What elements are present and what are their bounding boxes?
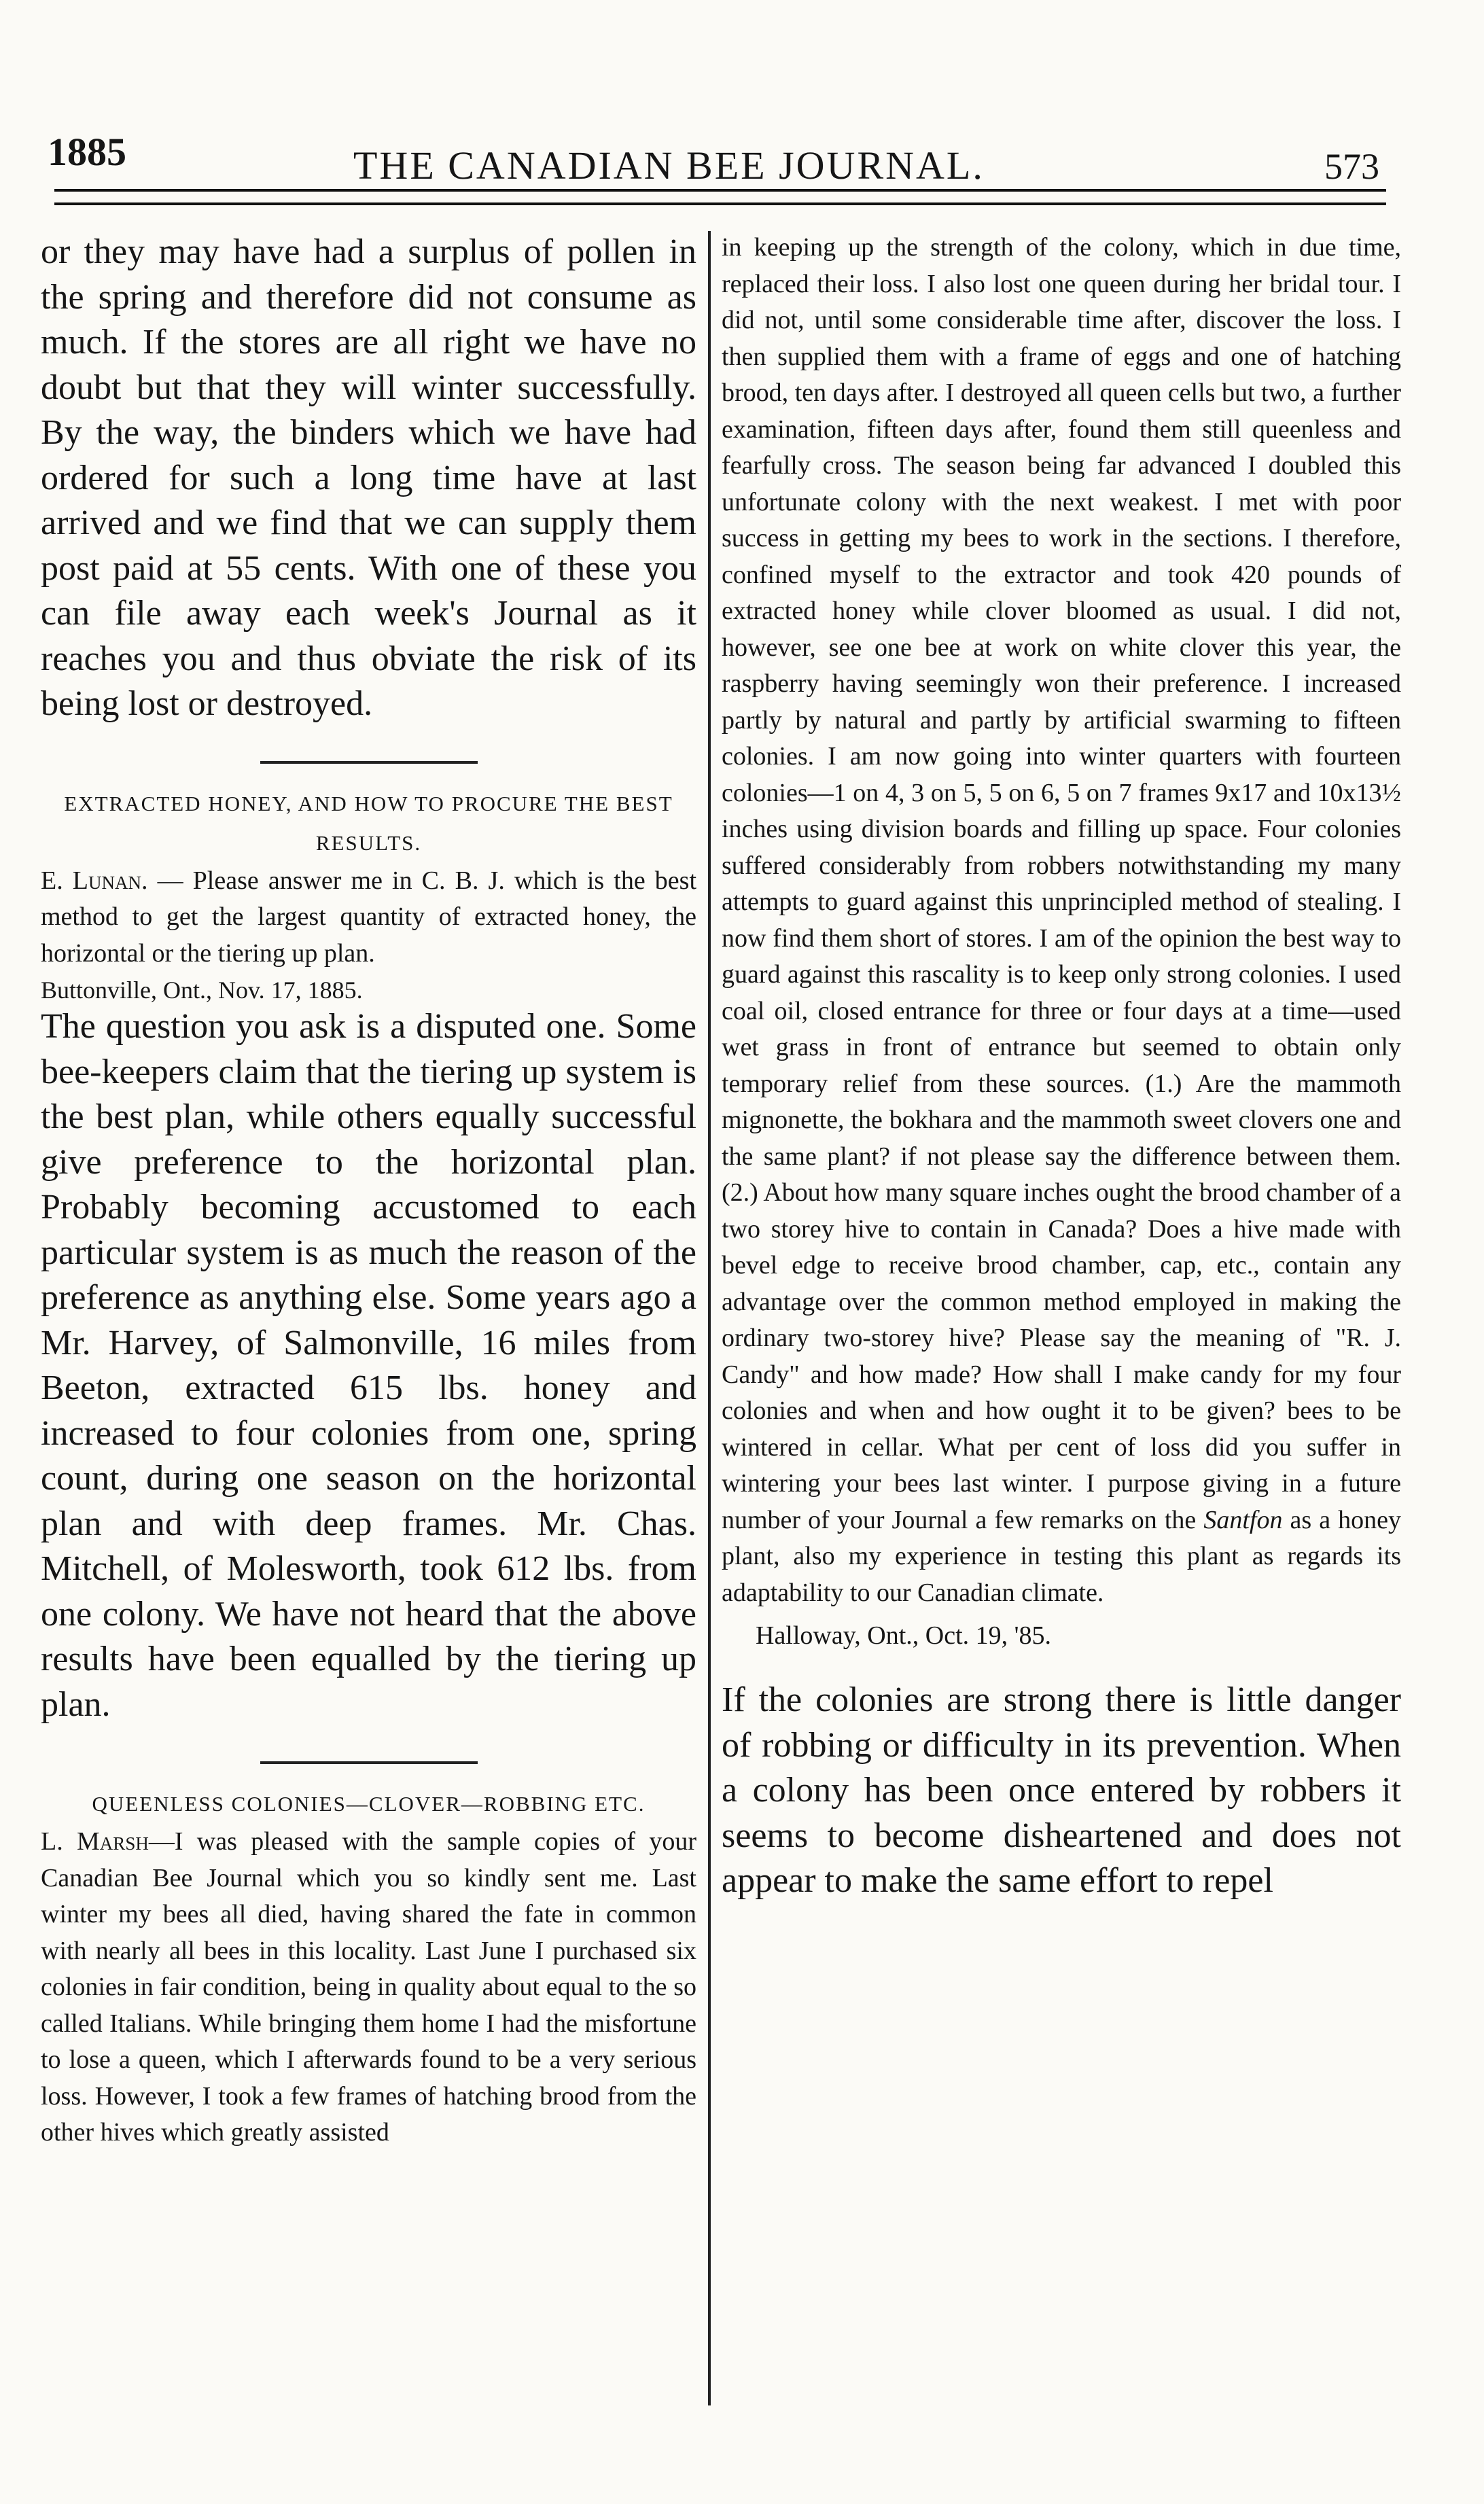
letter-continuation-end: as a honey plant, also my experience in testing this plant as regards its adaptability to our Canadian climate. <box>722 1505 1402 1607</box>
editor-answer: If the colonies are strong there is little danger of robbing or difficulty in its prevention. When a colony has been once entered by robbers it seems to become disheartened and does not appear to make the same effort to repel <box>722 1680 1401 1900</box>
letter-paragraph <box>41 1824 696 2151</box>
question-author: E. Lunan. <box>41 866 148 895</box>
answer-paragraph: The question you ask is a disputed one. Some bee-keepers claim that the tiering up system is the best plan, while others equally successful give preference to the horizontal plan. Probably becoming accustomed to each particular system is as much the reason of the preference as anything else. Some years ago a Mr. Harvey, of Salmonville, 16 miles from Beeton, extracted 615 lbs. honey and increased to four colonies from one, spring count, during one season on the horizontal plan and with deep frames. Mr. Chas. Mitchell, of Molesworth, took 612 lbs. from one colony. We have not heard that the above results have been equalled by the tiering up plan. <box>41 1007 696 1724</box>
letter-continuation <box>722 230 1401 1611</box>
question-paragraph <box>41 863 696 972</box>
column-divider <box>708 231 711 2405</box>
plant-name: Santfon <box>1203 1505 1283 1534</box>
left-column <box>41 230 696 2151</box>
page-year: 1885 <box>48 130 126 174</box>
section-divider <box>260 761 478 764</box>
journal-title: THE CANADIAN BEE JOURNAL. <box>353 143 985 188</box>
letter-author: L. Marsh <box>41 1827 149 1856</box>
header-rule-bottom <box>54 202 1386 205</box>
article-heading-extracted-honey: EXTRACTED HONEY, AND HOW TO PROCURE THE BEST RESULTS. <box>64 791 673 855</box>
question-text: — Please answer me in C. B. J. which is the best method to get the largest quantity of extracted honey, the horizontal or the tiering up plan. <box>41 866 696 968</box>
article-heading-queenless-colonies: QUEENLESS COLONIES—CLOVER—ROBBING ETC. <box>92 1792 646 1816</box>
letter-text: —I was pleased with the sample copies of your Canadian Bee Journal which you so kindly sent me. Last winter my bees all died, having shared the fate in common with nearly all bees in this locality. Last June I purchased six colonies in fair condition, being in quality about equal to the so called Italians. While bringing them home I had the misfortune to lose a queen, which I afterwards found to be a very serious loss. However, I took a few frames of hatching brood from the other hives which greatly assisted <box>41 1827 697 2147</box>
header-rule-top <box>54 189 1386 192</box>
page-header <box>48 116 1379 197</box>
intro-paragraph: or they may have had a surplus of pollen in the spring and therefore did not consume as much. If the stores are all right we have no doubt but that they will winter successfully. By the way, the binders which we have had ordered for such a long time have at last arrived and we find that we can supply them post paid at 55 cents. With one of these you can file away each week's Journal as it reaches you and thus obviate the risk of its being lost or destroyed. <box>41 232 696 723</box>
right-column <box>722 230 1401 1904</box>
letter-signature: Halloway, Ont., Oct. 19, '85. <box>756 1621 1051 1650</box>
section-divider <box>260 1761 478 1764</box>
question-dateline: Buttonville, Ont., Nov. 17, 1885. <box>41 976 363 1004</box>
page-number: 573 <box>1324 146 1379 187</box>
letter-continuation-text: in keeping up the strength of the colony, which in due time, replaced their loss. I also lost one queen during her bridal tour. I did not, until some considerable time after, discover the loss. I then supplied them with a frame of eggs and one of hatching brood, ten days after. I destroyed all queen cells but two, a further examination, fifteen days after, found them still queenless and fearfully cross. The season being far advanced I doubled this unfortunate colony with the next weakest. I met with poor success in getting my bees to work in the sections. I therefore, confined myself to the extractor and took 420 pounds of extracted honey while clover bloomed as usual. I did not, however, see one bee at work on white clover this year, the raspberry having seemingly won their preference. I increased partly by natural and partly by artificial swarming to fifteen colonies. I am now going into winter quarters with fourteen colonies—1 on 4, 3 on 5, 5 on 6, 5 on 7 frames 9x17 and 10x13½ inches using division boards and filling up space. Four colonies suffered considerably from robbers notwithstanding my many attempts to guard against this unprincipled method of stealing. I now find them short of stores. I am of the opinion the best way to guard against this rascality is to keep only strong colonies. I used coal oil, closed entrance for three or four days at a time—used wet grass in front of entrance but seemed to obtain only temporary relief from these sources. (1.) Are the mammoth mignonette, the bokhara and the mammoth sweet clovers one and the same plant? if not please say the difference between them. (2.) About how many square inches ought the brood chamber of a two storey hive to contain in Canada? Does a hive made with bevel edge to receive brood chamber, cap, etc., contain any advantage over the common method employed in making the ordinary two-storey hive? Please say the meaning of "R. J. Candy" and how made? How shall I make candy for my four colonies and when and how ought it to be given? bees to be wintered in cellar. What per cent of loss did you suffer in wintering your bees last winter. I purpose giving in a future number of your Journal a few remarks on the <box>722 233 1401 1534</box>
